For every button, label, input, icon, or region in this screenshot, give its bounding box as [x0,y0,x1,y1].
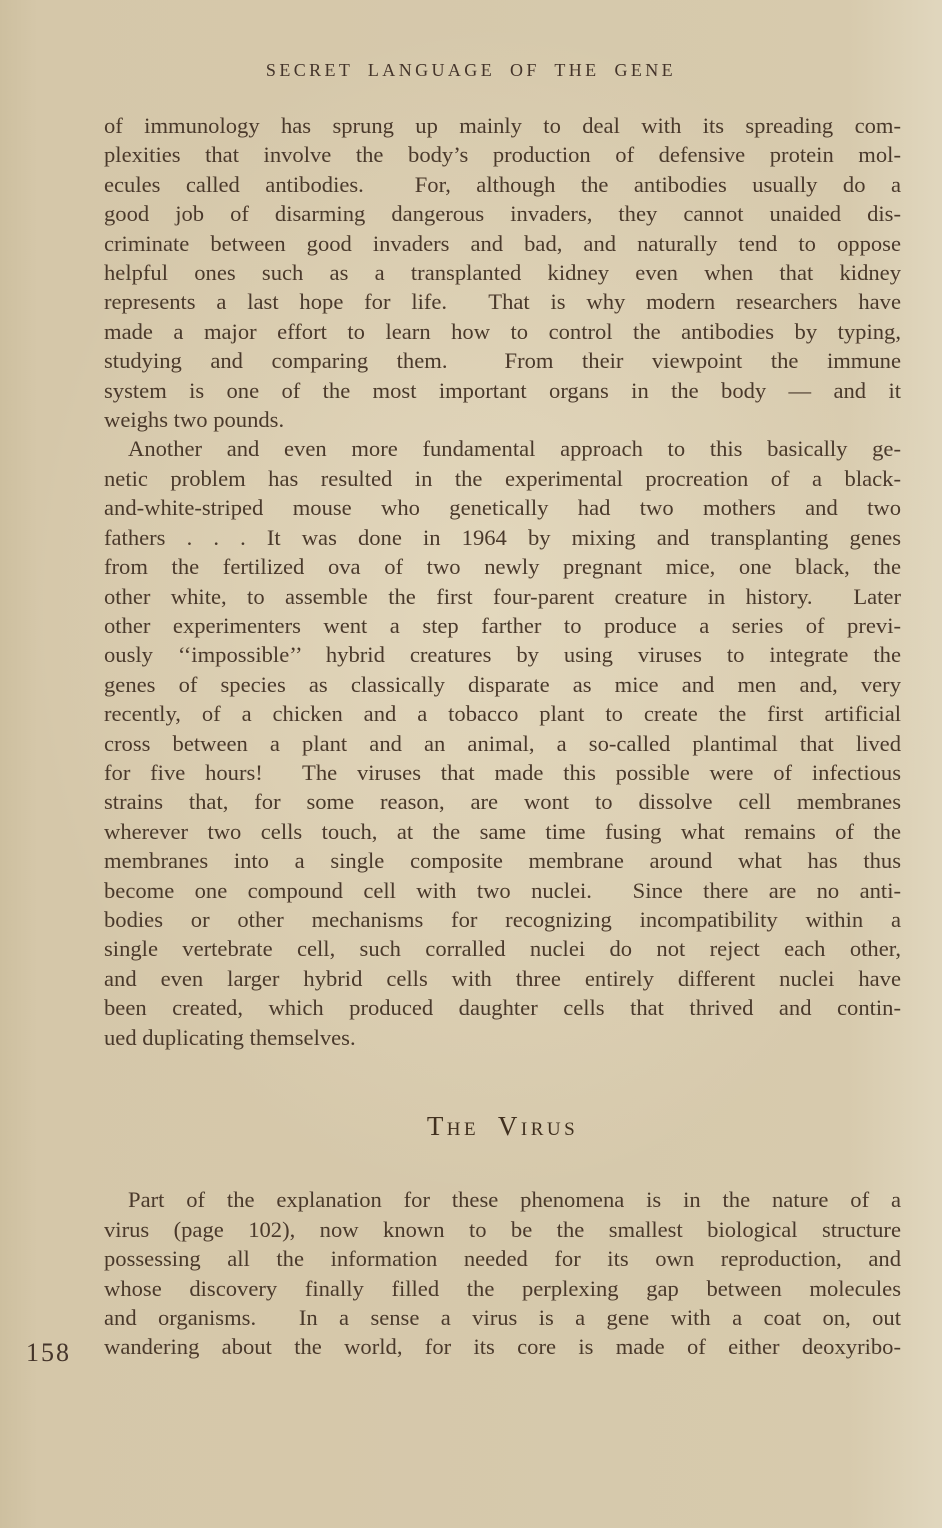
text-line: single vertebrate cell, such corralled nuclei do not reject each other, [104,936,901,962]
text-line: criminate between good invaders and bad, and naturally tend to oppose [104,230,901,256]
text-line: strains that, for some reason, are wont to dissolve cell membranes [104,789,901,815]
text-line: represents a last hope for life. That is why modern researchers have [104,289,901,315]
text-line: good job of disarming dangerous invaders, they cannot unaided dis- [104,201,901,227]
text-line: plexities that involve the body’s production of defensive protein mol- [104,142,901,168]
paragraph-virus-intro [104,1185,901,1361]
running-header: SECRET LANGUAGE OF THE GENE [265,60,677,80]
page-number: 158 [26,1338,71,1367]
text-line: of immunology has sprung up mainly to deal with its spreading com- [104,113,901,138]
text-line: Another and even more fundamental approach to this basically ge- [128,436,901,462]
text-line: virus (page 102), now known to be the smallest biological structure [104,1216,901,1242]
text-line: and-white-striped mouse who genetically had two mothers and two [104,495,901,521]
text-line: other experimenters went a step farther to produce a series of previ- [104,612,901,638]
text-line: ued duplicating themselves. [104,1024,356,1050]
text-line: helpful ones such as a transplanted kidney even when that kidney [104,260,901,286]
text-line: recently, of a chicken and a tobacco plant to create the first artificial [104,701,901,727]
paragraph-hybrid-creatures [104,434,901,1052]
text-line: wandering about the world, for its core is made of either deoxyribo- [104,1334,901,1360]
text-line: other white, to assemble the first four-parent creature in history. Later [104,583,901,609]
text-line: cross between a plant and an animal, a so-called plantimal that lived [104,730,901,756]
section-heading: The Virus [426,1111,579,1141]
body-text [104,111,901,1362]
paragraph-immunology [104,111,901,434]
text-line: whose discovery finally filled the perplexing gap between molecules [104,1275,901,1301]
text-line: netic problem has resulted in the experimental procreation of a black- [104,465,901,491]
text-line: become one compound cell with two nuclei. Since there are no anti- [104,877,901,903]
text-line: wherever two cells touch, at the same time fusing what remains of the [104,818,901,844]
paragraph-group-after-heading [104,1185,901,1361]
text-line: weighs two pounds. [104,407,285,433]
text-line: ecules called antibodies. For, although the antibodies usually do a [104,171,901,197]
paragraph-group-before-heading [104,111,901,1052]
text-line: membranes into a single composite membrane around what has thus [104,848,901,874]
text-line: from the fertilized ova of two newly pregnant mice, one black, the [104,554,901,580]
text-line: been created, which produced daughter cells that thrived and contin- [104,995,901,1021]
text-line: fathers . . . It was done in 1964 by mixing and transplanting genes [104,524,901,550]
text-line: for five hours! The viruses that made this possible were of infectious [104,759,901,785]
text-line: system is one of the most important organs in the body — and it [104,377,901,403]
text-line: bodies or other mechanisms for recognizing incompatibility within a [104,906,901,932]
text-line: made a major effort to learn how to control the antibodies by typing, [104,318,901,344]
text-line: and even larger hybrid cells with three entirely different nuclei have [104,965,901,991]
text-line: Part of the explanation for these phenomena is in the nature of a [128,1187,901,1213]
text-line: and organisms. In a sense a virus is a gene with a coat on, out [104,1305,901,1331]
text-line: studying and comparing them. From their viewpoint the immune [104,348,901,374]
text-line: genes of species as classically disparate as mice and men and, very [104,671,901,697]
text-line: ously ‘‘impossible’’ hybrid creatures by using viruses to integrate the [104,642,901,668]
text-line: possessing all the information needed for its own reproduction, and [104,1246,901,1272]
